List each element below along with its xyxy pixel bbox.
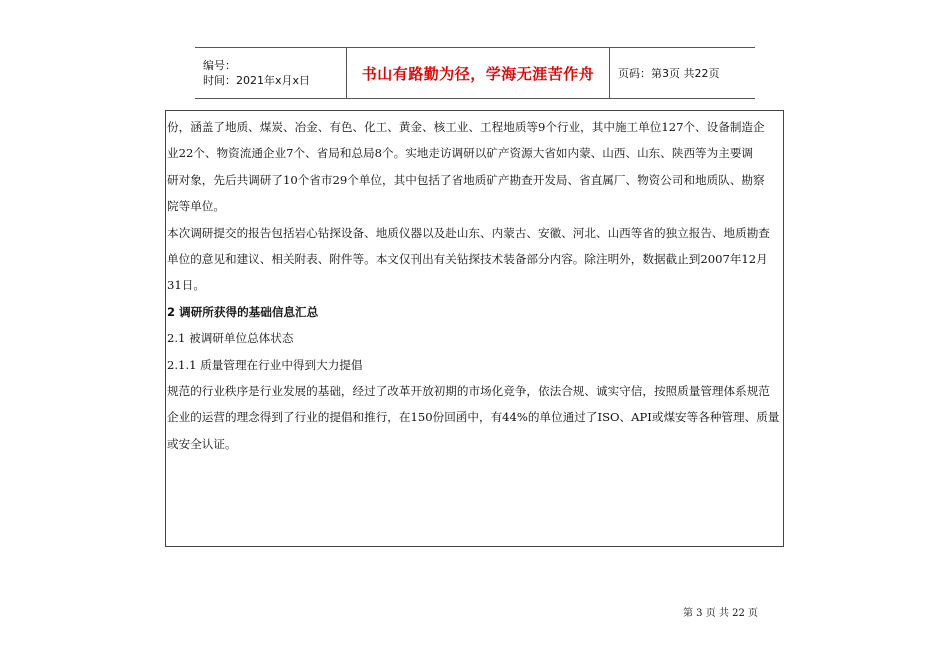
page-header [195,47,755,99]
body-line: 企业的运营的理念得到了行业的提倡和推行，在150份回函中，有44%的单位通过了ISO、API或煤安等各种管理、质量 [167,410,780,425]
body-line: 单位的意见和建议、相关附表、附件等。本文仅刊出有关钻探技术装备部分内容。除注明外，数据截止到2007年12月 [167,252,768,267]
page-info: 页码：第3页 共22页 [618,67,720,80]
body-line: 份，涵盖了地质、煤炭、冶金、有色、化工、黄金、核工业、工程地质等9个行业，其中施工单位127个、设备制造企 [167,120,765,134]
subsection-heading: 2.1 被调研单位总体状态 [167,331,294,346]
body-line: 31日。 [167,278,205,293]
header-motto-cell [347,48,610,98]
body-line: 研对象，先后共调研了10个省市29个单位，其中包括了省地质矿产勘查开发局、省直属厂、物资公司和地质队、勘察 [167,172,765,187]
page-footer: 第 3 页 共 22 页 [683,608,758,619]
subsubsection-heading: 2.1.1 质量管理在行业中得到大力提倡 [167,357,363,372]
motto: 书山有路勤为径，学海无涯苦作舟 [361,64,595,83]
body-line: 业22个、物资流通企业7个、省局和总局8个。实地走访调研以矿产资源大省如内蒙、山西、山东、陕西等为主要调 [167,146,754,161]
header-page-cell [610,48,755,98]
time-label: 时间：2021年x月x日 [203,74,311,87]
body-line: 或安全认证。 [167,436,237,451]
content-box [165,110,784,547]
header-meta [195,48,347,98]
section-heading: 2 调研所获得的基础信息汇总 [167,304,319,319]
body-line: 规范的行业秩序是行业发展的基础，经过了改革开放初期的市场化竞争，依法合规、诚实守信，按照质量管理体系规范 [167,384,770,399]
body-line: 本次调研提交的报告包括岩心钻探设备、地质仪器以及赴山东、内蒙古、安徽、河北、山西等省的独立报告、地质勘查 [167,225,770,240]
body-line: 院等单位。 [167,199,225,214]
number-label: 编号： [203,59,236,72]
